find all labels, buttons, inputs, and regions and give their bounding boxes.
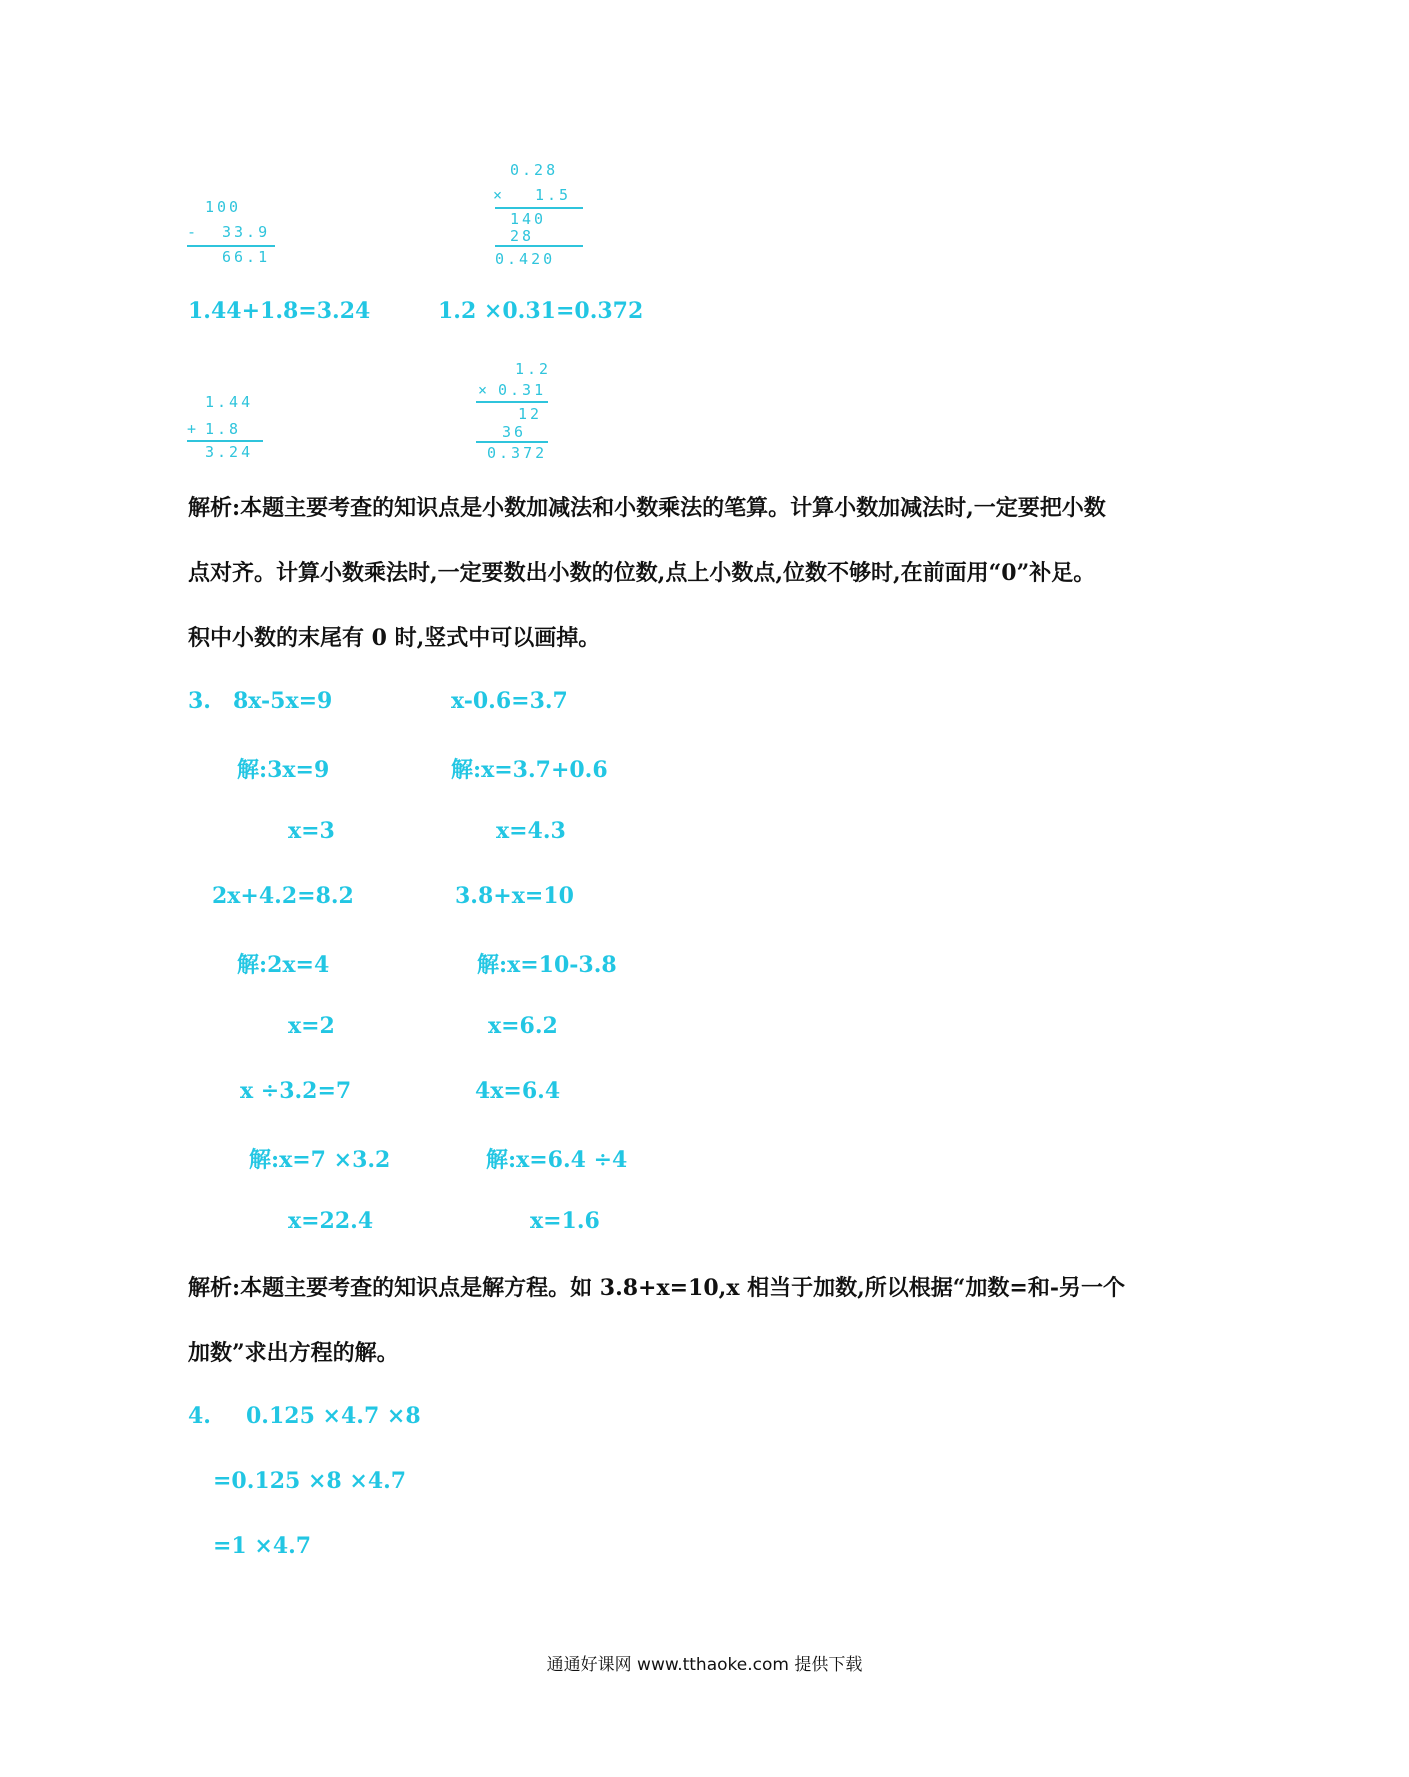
vc-mul1-result: 0.420 [495, 250, 556, 268]
vc-sub-op: - [187, 223, 200, 241]
q3-eq2: x-0.6=3.7 [451, 688, 568, 714]
q3-eq6: 4x=6.4 [475, 1078, 561, 1104]
analysis-2-line-1: 解析:本题主要考查的知识点是解方程。如 3.8+x=10,x 相当于加数,所以根据“加数=和-另一个 [188, 1275, 1125, 1301]
vc-mul2-bottom: 0.31 [498, 381, 547, 399]
q3-eq5-step1: 解:x=7 ×3.2 [249, 1147, 391, 1173]
vc-mul2-top: 1.2 [515, 360, 552, 378]
q3-eq2-step2: x=4.3 [496, 818, 566, 844]
equation-multiplication: 1.2 ×0.31=0.372 [438, 298, 644, 324]
vc-mul2-partial1: 12 [518, 405, 543, 423]
q4-line2: =0.125 ×8 ×4.7 [213, 1468, 407, 1494]
q3-eq5: x ÷3.2=7 [240, 1078, 352, 1104]
vc-mul1-line2 [495, 245, 583, 247]
q3-number: 3. [188, 688, 211, 714]
q3-eq6-step2: x=1.6 [530, 1208, 600, 1234]
vc-mul2-result: 0.372 [487, 444, 548, 462]
q3-eq5-step2: x=22.4 [288, 1208, 374, 1234]
vc-add-result: 3.24 [205, 443, 254, 461]
vc-add-top: 1.44 [205, 393, 254, 411]
q3-eq4-step2: x=6.2 [488, 1013, 558, 1039]
vc-sub-line [187, 245, 275, 247]
vc-sub-top: 100 [205, 198, 242, 216]
analysis-1-line-2: 点对齐。计算小数乘法时,一定要数出小数的位数,点上小数点,位数不够时,在前面用“0”补足。 [188, 560, 1096, 586]
vc-add-line [187, 440, 263, 442]
vc-sub-result: 66.1 [222, 248, 271, 266]
q3-eq6-step1: 解:x=6.4 ÷4 [486, 1147, 628, 1173]
vc-add-op: + [187, 420, 200, 438]
analysis-1-line-1: 解析:本题主要考查的知识点是小数加减法和小数乘法的笔算。计算小数加减法时,一定要把小数 [188, 495, 1106, 521]
page-footer: 通通好课网 www.tthaoke.com 提供下载 [546, 1655, 863, 1675]
q3-eq1: 8x-5x=9 [233, 688, 333, 714]
vc-add-bottom: 1.8 [205, 420, 242, 438]
vc-sub-bottom: 33.9 [222, 223, 271, 241]
vc-mul1-line1 [495, 207, 583, 209]
q3-eq3: 2x+4.2=8.2 [212, 883, 354, 909]
vc-mul1-top: 0.28 [510, 161, 559, 179]
q3-eq3-step2: x=2 [288, 1013, 335, 1039]
vc-mul1-partial1: 140 [510, 210, 547, 228]
vc-mul2-partial2: 36 [502, 423, 527, 441]
vc-mul2-op: × [478, 381, 491, 399]
equation-addition: 1.44+1.8=3.24 [188, 298, 371, 324]
analysis-1-line-3: 积中小数的末尾有 0 时,竖式中可以画掉。 [188, 625, 601, 651]
q4-line3: =1 ×4.7 [213, 1533, 312, 1559]
q4-number: 4. [188, 1403, 211, 1429]
analysis-2-line-2: 加数”求出方程的解。 [188, 1340, 399, 1366]
q3-eq1-step1: 解:3x=9 [237, 757, 330, 783]
vc-mul2-line1 [476, 401, 548, 403]
q4-line1: 0.125 ×4.7 ×8 [246, 1403, 421, 1429]
vc-mul2-line2 [476, 441, 548, 443]
vc-mul1-partial2: 28 [510, 227, 535, 245]
q3-eq4-step1: 解:x=10-3.8 [477, 952, 617, 978]
q3-eq1-step2: x=3 [288, 818, 335, 844]
q3-eq3-step1: 解:2x=4 [237, 952, 330, 978]
q3-eq4: 3.8+x=10 [455, 883, 574, 909]
vc-mul1-op: × [493, 186, 506, 204]
vc-mul1-bottom: 1.5 [535, 186, 572, 204]
q3-eq2-step1: 解:x=3.7+0.6 [451, 757, 608, 783]
